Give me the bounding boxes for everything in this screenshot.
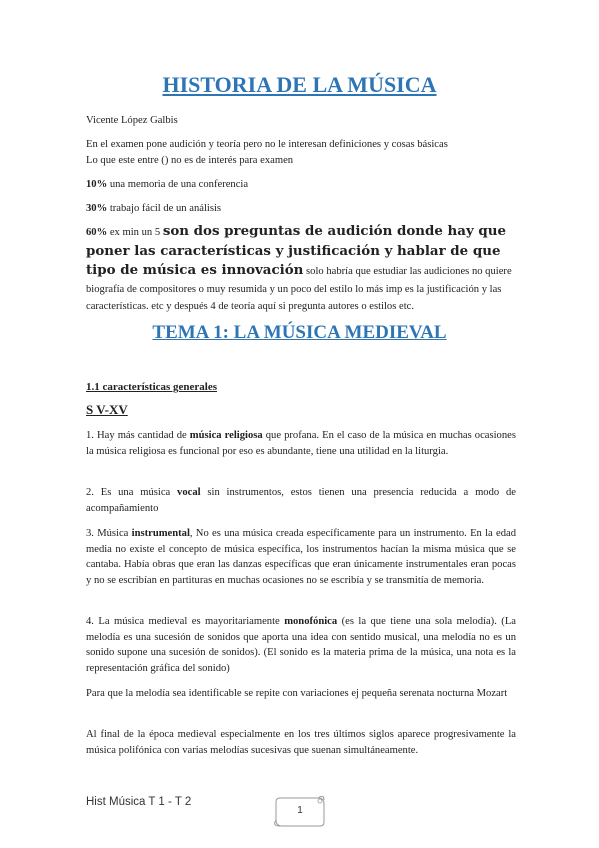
p4-bold: monofónica <box>284 616 338 627</box>
grading-bold-3: son dos preguntas de audición donde hay que poner las características y justificación y hablar de que tipo de música es innovación <box>86 223 507 278</box>
period-text: S V-XV <box>86 402 128 417</box>
tema-title: TEMA 1: LA MÚSICA MEDIEVAL <box>152 322 447 343</box>
p3-text-c: , No es una música creada específicamente para un instrumento. En la edad media no existe el concepto de música específica, los instrumentos hacían la misma música que se cantaba. Había obras que eran las danzas específicas que eran únicamente instrumentales eran pocas y no se escribían en partituras en muchas ocasiones no se escribía y se transmitía de memoria. <box>86 528 516 586</box>
paragraph-2 <box>86 485 516 516</box>
intro-line-2: Lo que este entre () no es de interés para examen <box>86 154 294 166</box>
document-title: HISTORIA DE LA MÚSICA <box>162 72 437 97</box>
intro-paragraph <box>86 137 516 168</box>
grading-item-1 <box>86 177 516 193</box>
p1-bold: música religiosa <box>189 430 263 441</box>
p1-text-c: que profana. En el caso de la música en muchas ocasiones la música religiosa es funcional por eso es abundante, tiene una utilidad en la liturgia. <box>86 430 516 457</box>
intro-line-1: En el examen pone audición y teoría pero no le interesan definiciones y cosas básicas <box>86 139 448 150</box>
p2-text-a: 2. Es una música <box>86 487 178 498</box>
grading-pre-3: ex min un 5 <box>107 227 163 238</box>
grading-rest-3: solo habría que estudiar las audiciones no quiere biografía de compositores o muy resumida y un poco del estilo lo más imp es la justificación y las características. etc y después 4 de teoría aquí si pregunta autores o estilos etc. <box>86 266 512 312</box>
paragraph-6: Al final de la época medieval especialmente en los tres últimos siglos aparece progresivamente la música polifónica con varias melodías sucesivas que suenan simultáneamente. <box>86 729 516 756</box>
grading-item-2 <box>86 201 516 217</box>
grading-pct-2: 30% <box>86 203 108 214</box>
p1-text-a: 1. Hay más cantidad de <box>86 430 190 441</box>
p2-text-c: sin instrumentos, estos tienen una presencia reducida a modo de acompañamiento <box>86 487 516 514</box>
grading-pct-1: 10% <box>86 179 108 190</box>
p3-bold: instrumental <box>131 528 190 539</box>
p2-bold: vocal <box>177 487 201 498</box>
paragraph-5: Para que la melodía sea identificable se repite con variaciones ej pequeña serenata nocturna Mozart <box>86 688 508 699</box>
p4-text-c: (es la que tiene una sola melodía). (La melodía es una sucesión de sonidos que aporta una idea con sentido musical, una melodía no es un sonido supone una sucesión de sonidos). (El sonido es la materia prima de la música, una nota es la representación gráfica del sonido) <box>86 616 516 674</box>
paragraph-4 <box>86 614 516 676</box>
period-heading <box>86 402 516 420</box>
section-heading <box>86 380 516 396</box>
section-heading-text: 1.1 características generales <box>86 381 218 393</box>
page-number: 1 <box>297 805 303 816</box>
paragraph-3 <box>86 526 516 588</box>
p4-text-a: 4. La música medieval es mayoritariamente <box>86 616 285 627</box>
paragraph-1 <box>86 428 516 459</box>
author-line: Vicente López Galbis <box>86 115 178 126</box>
grading-text-1: una memoria de una conferencia <box>107 179 249 190</box>
grading-text-2: trabajo fácil de un análisis <box>107 203 222 214</box>
grading-pct-3: 60% <box>86 227 108 238</box>
p3-text-a: 3. Música <box>86 528 132 539</box>
grading-item-3 <box>86 222 516 316</box>
footer-label: Hist Música T 1 - T 2 <box>86 796 192 808</box>
